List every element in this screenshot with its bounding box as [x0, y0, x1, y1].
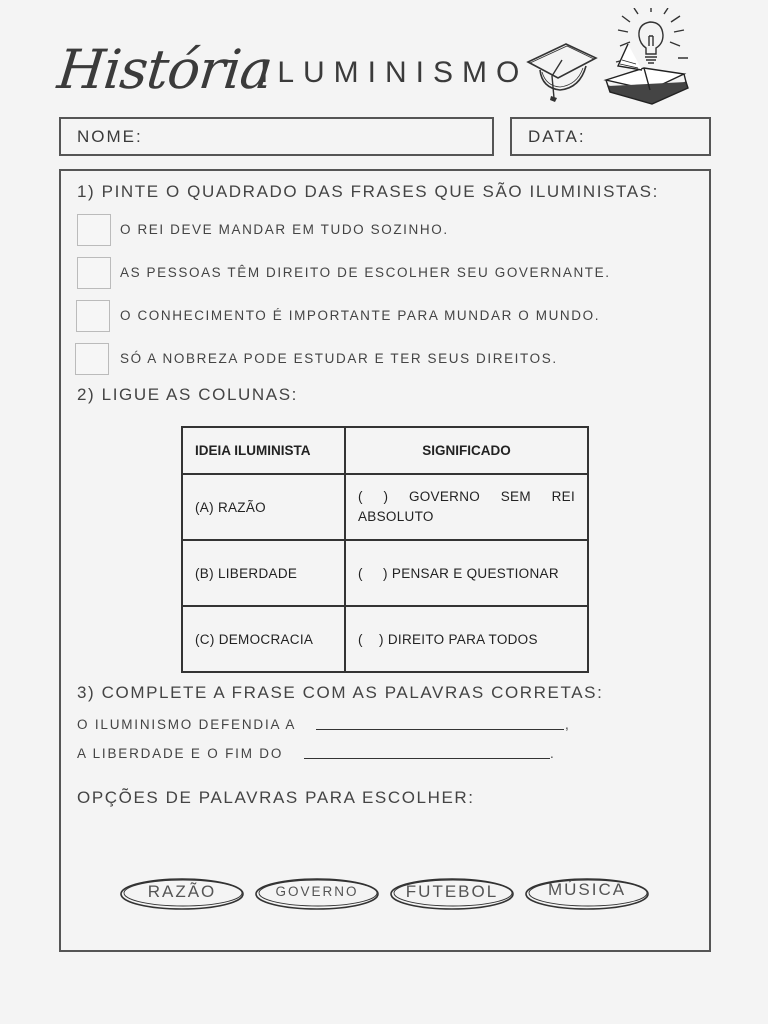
worksheet-header — [54, 36, 718, 116]
option-3-text: O CONHECIMENTO É IMPORTANTE PARA MUNDAR O MUNDO. — [120, 308, 601, 323]
idea-cell: (C) DEMOCRACIA — [182, 606, 345, 672]
meaning-cell[interactable]: ( ) DIREITO PARA TODOS — [345, 606, 588, 672]
idea-cell: (A) RAZÃO — [182, 474, 345, 540]
checkbox-option-1[interactable] — [77, 214, 111, 246]
word-label: RAZÃO — [147, 882, 217, 901]
sentence-line-2-end: . — [550, 746, 556, 761]
word-label: GOVERNO — [275, 884, 359, 899]
idea-cell: (B) LIBERDADE — [182, 540, 345, 606]
word-option-governo[interactable] — [253, 876, 381, 912]
word-options-title: OPÇÕES DE PALAVRAS PARA ESCOLHER: — [77, 788, 475, 807]
sentence-line-1-end: , — [565, 717, 571, 732]
table-row — [182, 540, 588, 606]
question-3-title: 3) COMPLETE A FRASE COM AS PALAVRAS CORRETAS: — [77, 683, 604, 702]
option-2-text: AS PESSOAS TÊM DIREITO DE ESCOLHER SEU GOVERNANTE. — [120, 265, 611, 280]
option-1-text: O REI DEVE MANDAR EM TUDO SOZINHO. — [120, 222, 449, 237]
table-row — [182, 474, 588, 540]
checkbox-option-3[interactable] — [76, 300, 110, 332]
date-label: DATA: — [528, 127, 586, 146]
name-field[interactable] — [59, 117, 494, 156]
checkbox-option-2[interactable] — [77, 257, 111, 289]
table-header-row — [182, 427, 588, 474]
word-option-futebol[interactable] — [388, 876, 516, 912]
header-significado: SIGNIFICADO — [345, 427, 588, 474]
option-4-text: SÓ A NOBREZA PODE ESTUDAR E TER SEUS DIREITOS. — [120, 351, 558, 366]
subject-title: História — [54, 38, 275, 101]
word-label: FUTEBOL — [405, 882, 499, 901]
name-label: NOME: — [77, 127, 143, 146]
question-1-title: 1) PINTE O QUADRADO DAS FRASES QUE SÃO ILUMINISTAS: — [77, 182, 659, 201]
word-label: MÚSICA — [547, 880, 627, 899]
sentence-line-2: A LIBERDADE E O FIM DO — [77, 746, 284, 761]
word-option-razao[interactable] — [118, 876, 246, 912]
topic-title: ILUMINISMO — [260, 56, 529, 89]
table-row — [182, 606, 588, 672]
sentence-line-1: O ILUMINISMO DEFENDIA A — [77, 717, 297, 732]
match-columns-table — [181, 426, 589, 673]
meaning-cell[interactable]: ( ) GOVERNO SEM REI ABSOLUTO — [345, 474, 588, 540]
checkbox-option-4[interactable] — [75, 343, 109, 375]
blank-2[interactable] — [304, 758, 550, 759]
header-ideia: IDEIA ILUMINISTA — [182, 427, 345, 474]
date-field[interactable] — [510, 117, 711, 156]
word-option-musica[interactable] — [523, 876, 651, 912]
meaning-cell[interactable]: ( ) PENSAR E QUESTIONAR — [345, 540, 588, 606]
blank-1[interactable] — [316, 729, 564, 730]
book-lightbulb-icon — [598, 8, 708, 118]
graduation-cap-icon — [522, 36, 602, 106]
question-2-title: 2) LIGUE AS COLUNAS: — [77, 385, 298, 404]
